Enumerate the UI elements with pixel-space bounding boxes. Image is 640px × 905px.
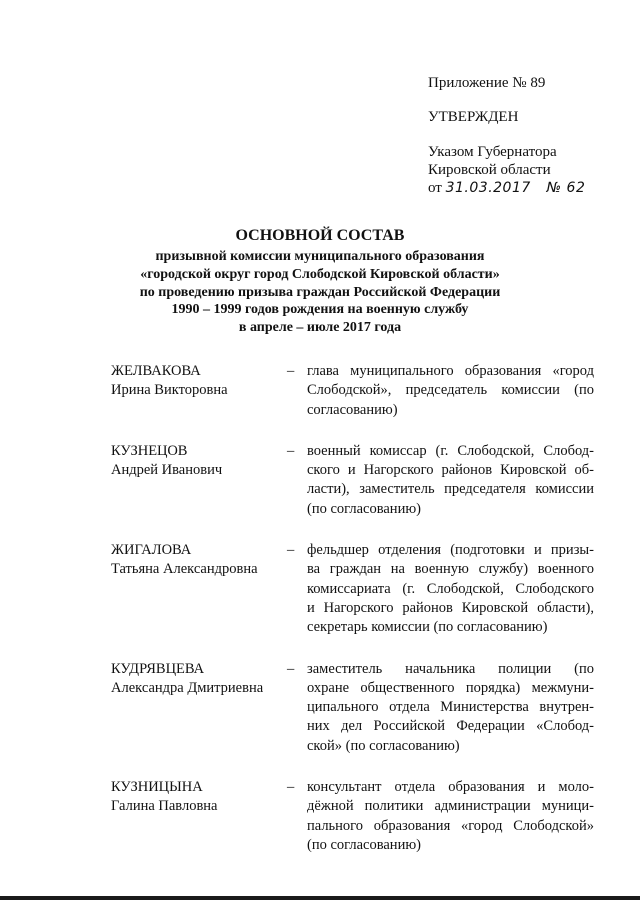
role-line: и Нагорского районов Кировской области), [307, 599, 594, 616]
decree-date-line [428, 179, 628, 197]
approval-block [428, 74, 628, 197]
dash-separator: – [287, 542, 295, 559]
role-line: комиссариата (г. Слободской, Слободского [307, 580, 594, 597]
title-line: в апреле – июле 2017 года [238, 320, 402, 336]
member-entry [111, 778, 601, 855]
role-line: фельдшер отделения (подготовки и призы- [307, 542, 594, 559]
role-line: ципального отдела Министерства внутрен- [307, 699, 594, 716]
role-line: Слободской», председатель комиссии (по [307, 382, 594, 399]
member-name [111, 778, 287, 855]
handwritten-date: 31.03.2017 [445, 180, 531, 196]
decree-line-1: Указом Губернатора [428, 144, 557, 160]
member-given-names: Ирина Викторовна [111, 382, 228, 398]
dash-separator: – [287, 363, 295, 379]
scan-edge-line [0, 896, 640, 900]
dash-separator: – [287, 660, 295, 677]
dash-separator: – [287, 779, 295, 796]
title-line: 1990 – 1999 годов рождения на военную службу [171, 302, 469, 318]
member-entry [111, 660, 601, 756]
member-role [307, 778, 594, 855]
dash-separator: – [287, 442, 295, 459]
role-line: охране общественного порядка) межмуни- [307, 679, 594, 696]
role-line: (по согласованию) [307, 500, 421, 517]
member-given-names: Андрей Иванович [111, 461, 223, 478]
role-line: ва граждан на военную службу) военного [307, 561, 594, 578]
member-role [307, 362, 594, 420]
role-line: ской» (по согласованию) [307, 737, 460, 754]
title-main: ОСНОВНОЙ СОСТАВ [235, 227, 405, 244]
approved-stamp-text: УТВЕРЖДЕН [428, 109, 519, 125]
decree-line-2: Кировской области [428, 162, 551, 178]
role-line: дёжной политики администрации муници- [307, 798, 594, 815]
role-line: пального образования «город Слободской» [307, 817, 594, 834]
title-line: по проведению призыва граждан Российской Федерации [139, 284, 501, 300]
member-given-names: Александра Дмитриевна [111, 679, 264, 696]
member-entry [111, 362, 601, 420]
member-name [111, 442, 287, 519]
member-surname: КУДРЯВЦЕВА [111, 660, 205, 677]
role-line: военный комиссар (г. Слободской, Слобод- [307, 442, 594, 459]
role-line: ского и Нагорского районов Кировской об- [307, 462, 594, 479]
member-given-names: Галина Павловна [111, 798, 218, 815]
member-name [111, 541, 287, 637]
member-role [307, 541, 594, 637]
role-line: консультант отдела образования и моло- [307, 779, 594, 796]
role-line: (по согласованию) [307, 836, 421, 853]
role-line: них дел Российской Федерации «Слобод- [307, 718, 594, 735]
member-entry [111, 541, 601, 637]
title-line: призывной комиссии муниципального образования [155, 249, 485, 264]
member-role [307, 442, 594, 519]
member-surname: КУЗНИЦЫНА [111, 779, 203, 796]
title-line: «городской округ город Слободской Кировской области» [140, 266, 500, 282]
role-line: ласти), заместитель председателя комиссии [307, 481, 594, 498]
role-line: глава муниципального образования «город [307, 363, 594, 379]
role-line: секретарь комиссии (по согласованию) [307, 619, 548, 636]
from-label: от [428, 180, 442, 196]
role-line: согласованию) [307, 401, 398, 418]
appendix-number: Приложение № 89 [428, 75, 546, 91]
member-surname: ЖИГАЛОВА [111, 542, 192, 559]
member-name [111, 660, 287, 756]
member-role [307, 660, 594, 756]
document-title [110, 226, 530, 337]
member-surname: ЖЕЛВАКОВА [111, 363, 201, 379]
member-name [111, 362, 287, 420]
role-line: заместитель начальника полиции (по [307, 660, 594, 677]
member-entry [111, 442, 601, 519]
handwritten-number: № 62 [546, 180, 586, 196]
members-list [111, 362, 601, 855]
member-given-names: Татьяна Александровна [111, 561, 258, 578]
member-surname: КУЗНЕЦОВ [111, 442, 188, 459]
